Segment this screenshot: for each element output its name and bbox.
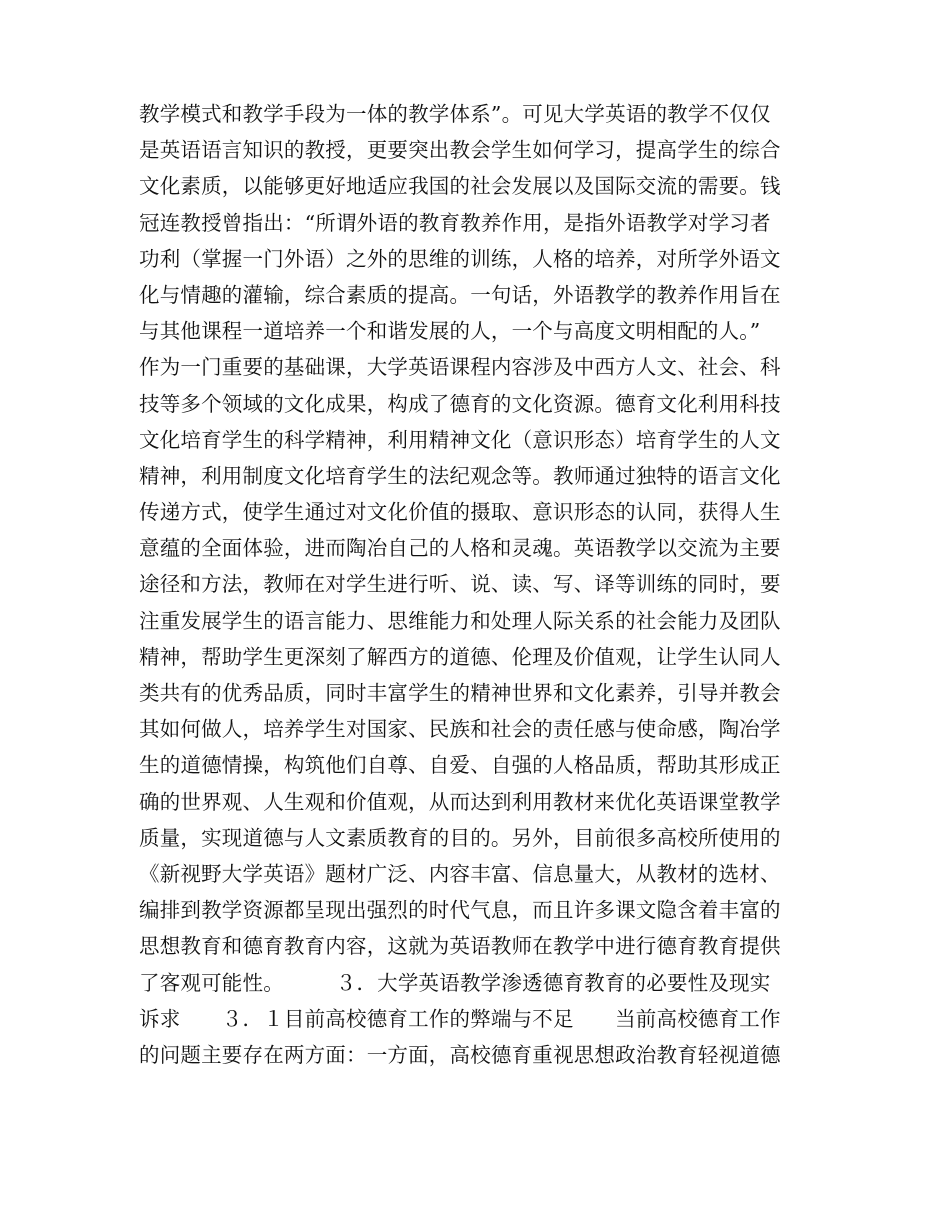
text-line: 生的道德情操，构筑他们自尊、自爱、自强的人格品质，帮助其形成正	[139, 753, 781, 778]
text-line: 途径和方法，教师在对学生进行听、说、读、写、译等训练的同时，要	[139, 572, 781, 597]
text-line: 作为一门重要的基础课，大学英语课程内容涉及中西方人文、社会、科	[139, 355, 781, 380]
text-line: 质量，实现道德与人文素质教育的目的。另外，目前很多高校所使用的	[139, 825, 781, 850]
text-line: 教学模式和教学手段为一体的教学体系”。可见大学英语的教学不仅仅	[139, 102, 771, 126]
text-line: 文化素质，以能够更好地适应我国的社会发展以及国际交流的需要。钱	[139, 174, 781, 199]
text-line: 其如何做人，培养学生对国家、民族和社会的责任感与使命感，陶冶学	[139, 717, 781, 742]
text-line: 思想教育和德育教育内容，这就为英语教师在教学中进行德育教育提供	[139, 934, 781, 959]
text-line: 精神，利用制度文化培育学生的法纪观念等。教师通过独特的语言文化	[139, 463, 781, 488]
text-line: 是英语语言知识的教授，更要突出教会学生如何学习，提高学生的综合	[139, 138, 781, 163]
text-line: 冠连教授曾指出：“所谓外语的教育教养作用，是指外语教学对学习者	[139, 210, 771, 235]
text-line: 文化培育学生的科学精神，利用精神文化（意识形态）培育学生的人文	[139, 427, 781, 452]
text-line: 技等多个领域的文化成果，构成了德育的文化资源。德育文化利用科技	[139, 391, 781, 416]
text-line: 功利（掌握一门外语）之外的思维的训练，人格的培养，对所学外语文	[139, 246, 781, 271]
text-line: 化与情趣的灌输，综合素质的提高。一句话，外语教学的教养作用旨在	[139, 282, 781, 307]
document-body-text	[139, 96, 815, 1073]
text-line: 注重发展学生的语言能力、思维能力和处理人际关系的社会能力及团队	[139, 608, 781, 633]
text-line: 了客观可能性。 ３．大学英语教学渗透德育教育的必要性及现实	[139, 970, 771, 995]
text-line: 《新视野大学英语》题材广泛、内容丰富、信息量大，从教材的选材、	[139, 861, 781, 886]
text-line: 确的世界观、人生观和价值观，从而达到利用教材来优化英语课堂教学	[139, 789, 781, 814]
text-line: 类共有的优秀品质，同时丰富学生的精神世界和文化素养，引导并教会	[139, 681, 781, 705]
text-line: 传递方式，使学生通过对文化价值的摄取、意识形态的认同，获得人生	[139, 500, 781, 525]
text-line: 诉求 ３．１目前高校德育工作的弊端与不足 当前高校德育工作	[139, 1006, 781, 1031]
text-line: 的问题主要存在两方面：一方面，高校德育重视思想政治教育轻视道德	[139, 1042, 781, 1067]
text-line: 精神，帮助学生更深刻了解西方的道德、伦理及价值观，让学生认同人	[139, 644, 781, 669]
text-line: 编排到教学资源都呈现出强烈的时代气息，而且许多课文隐含着丰富的	[139, 898, 781, 923]
text-line: 意蕴的全面体验，进而陶冶自己的人格和灵魂。英语教学以交流为主要	[139, 536, 781, 561]
text-line: 与其他课程一道培养一个和谐发展的人，一个与高度文明相配的人。”	[139, 319, 761, 344]
